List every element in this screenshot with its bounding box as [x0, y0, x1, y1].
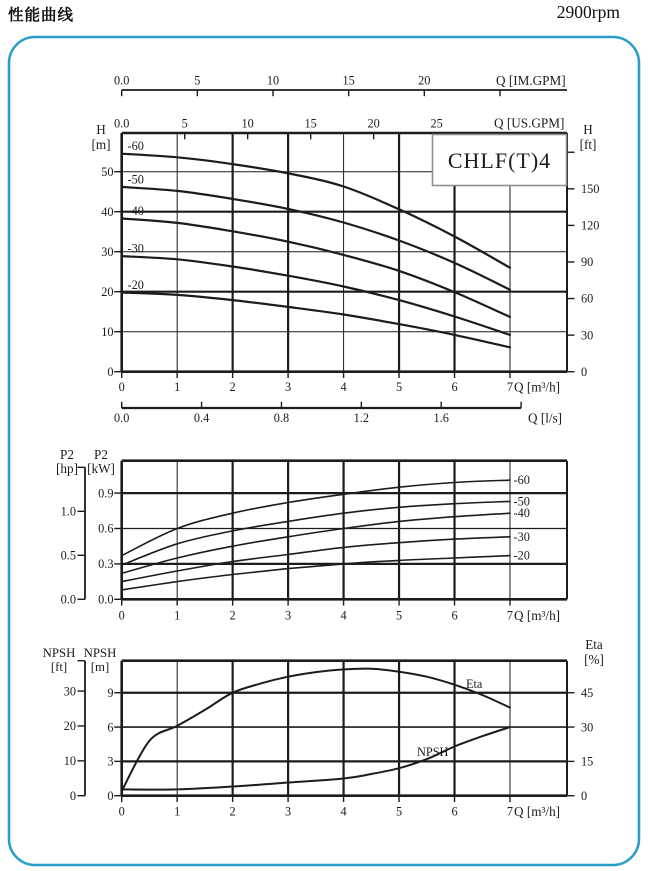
p2-kw-unit: P2 — [94, 447, 108, 462]
h-m-tick-label: 10 — [101, 324, 114, 339]
ls-tick-label: 0.0 — [114, 411, 130, 425]
h-ft-tick-label: 150 — [581, 182, 600, 197]
h-ft-tick-label: 120 — [581, 218, 600, 233]
us-gpm-unit: Q [US.GPM] — [494, 115, 565, 131]
h-curve-20 — [122, 293, 510, 348]
p2-kw-unit: [kW] — [87, 461, 115, 476]
im-gpm-tick-label: 0.0 — [114, 73, 130, 88]
model-name: CHLF(T)4 — [447, 148, 552, 173]
im-gpm-tick-label: 10 — [266, 73, 280, 88]
p2-hp-tick-label: 0.5 — [60, 548, 76, 563]
h-curve-label-50: -50 — [127, 172, 144, 187]
p2-hp-tick-label: 1.0 — [60, 504, 76, 519]
h-ft-tick-label: 90 — [581, 255, 594, 270]
head-x-tick-label: 5 — [395, 380, 403, 394]
p2-kw-tick-label: 0.0 — [98, 592, 114, 607]
npsh-m-tick-label: 6 — [107, 720, 114, 735]
eta-curve-label: Eta — [466, 677, 483, 691]
us-gpm-tick-label: 15 — [304, 116, 317, 131]
eta-curve — [122, 669, 510, 792]
p2-kw-tick-label: 0.9 — [98, 486, 114, 501]
power-x-tick-label: 4 — [340, 608, 347, 623]
p2-kw-tick-label: 0.6 — [98, 521, 114, 536]
head-x-unit: Q [m³/h] — [514, 379, 561, 395]
power-x-tick-label: 6 — [451, 608, 458, 623]
npsh-x-tick-label: 4 — [340, 804, 347, 819]
h-curve-label-60: -60 — [127, 139, 144, 154]
us-gpm-tick-label: 25 — [430, 116, 443, 131]
h-curve-label-30: -30 — [127, 241, 144, 256]
head-x-tick-label: 7 — [506, 380, 514, 394]
power-x-tick-label: 0 — [118, 608, 125, 623]
h-ft-unit: [ft] — [579, 137, 597, 152]
h-m-tick-label: 20 — [101, 284, 114, 299]
power-x-tick-label: 2 — [229, 608, 236, 623]
head-x-tick-label: 6 — [451, 380, 458, 394]
npsh-m-tick-label: 3 — [107, 754, 114, 769]
eta-pct-unit: [%] — [584, 652, 604, 667]
im-gpm-tick-label: 20 — [418, 73, 431, 88]
p2-hp-unit: P2 — [60, 447, 74, 462]
npsh-m-tick-label: 9 — [107, 685, 114, 700]
eta-pct-tick-label: 0 — [581, 788, 588, 803]
npsh-x-tick-label: 1 — [174, 804, 181, 819]
npsh-ft-unit: [ft] — [50, 660, 68, 674]
h-curve-label-40: -40 — [127, 204, 144, 218]
power-x-tick-label: 7 — [506, 608, 514, 623]
power-x-tick-label: 1 — [174, 608, 181, 623]
h-ft-unit: H — [583, 122, 593, 137]
h-ft-tick-label: 30 — [581, 328, 594, 343]
h-m-tick-label: 30 — [101, 244, 114, 259]
p2-curve-label-20: -20 — [513, 548, 530, 563]
im-gpm-unit: Q [IM.GPM] — [496, 73, 566, 88]
eta-pct-unit: Eta — [585, 637, 603, 652]
p2-kw-tick-label: 0.3 — [98, 557, 114, 572]
npsh-curve — [122, 727, 510, 790]
npsh-ft-unit: NPSH — [42, 646, 76, 660]
npsh-ft-tick-label: 10 — [63, 754, 76, 769]
h-curve-40 — [122, 219, 510, 317]
ls-tick-label: 0.4 — [193, 411, 210, 425]
npsh-curve-label: NPSH — [417, 745, 449, 759]
eta-pct-tick-label: 45 — [581, 685, 594, 700]
npsh-x-tick-label: 2 — [229, 804, 236, 819]
head-x-tick-label: 4 — [340, 380, 347, 394]
ls-unit: Q [l/s] — [528, 410, 563, 426]
p2-hp-tick-label: 0.0 — [60, 592, 76, 607]
npsh-ft-tick-label: 0 — [69, 788, 76, 803]
h-curve-50 — [122, 187, 510, 290]
us-gpm-tick-label: 0.0 — [114, 116, 130, 131]
head-x-tick-label: 2 — [229, 380, 236, 394]
npsh-m-tick-label: 0 — [107, 788, 114, 803]
im-gpm-tick-label: 5 — [194, 73, 201, 88]
h-ft-tick-label: 60 — [581, 291, 594, 306]
head-x-tick-label: 1 — [174, 380, 181, 394]
npsh-x-tick-label: 0 — [118, 804, 125, 819]
npsh-m-unit: [m] — [90, 660, 110, 674]
npsh-x-tick-label: 3 — [285, 804, 292, 819]
power-x-tick-label: 5 — [395, 608, 403, 623]
ls-tick-label: 1.2 — [353, 411, 370, 425]
us-gpm-tick-label: 5 — [181, 116, 188, 131]
h-curve-label-20: -20 — [127, 278, 144, 292]
h-m-unit: H — [96, 122, 106, 137]
h-m-tick-label: 0 — [107, 364, 114, 379]
power-x-tick-label: 3 — [285, 608, 292, 623]
im-gpm-tick-label: 15 — [342, 73, 355, 88]
h-m-unit: [m] — [91, 137, 111, 152]
p2-curve-20 — [122, 556, 510, 590]
p2-curve-label-30: -30 — [513, 529, 530, 544]
ls-tick-label: 0.8 — [273, 411, 290, 425]
us-gpm-tick-label: 20 — [367, 116, 380, 131]
h-ft-tick-label: 0 — [581, 364, 588, 379]
power-x-unit: Q [m³/h] — [514, 608, 561, 623]
h-m-tick-label: 40 — [101, 204, 114, 219]
npsh-m-unit: NPSH — [83, 646, 117, 660]
head-x-tick-label: 3 — [285, 380, 292, 394]
eta-pct-tick-label: 15 — [581, 754, 594, 769]
page-title: 性能曲线 — [8, 6, 75, 24]
npsh-ft-tick-label: 30 — [63, 684, 76, 699]
p2-hp-unit: [hp] — [56, 461, 78, 476]
p2-curve-label-60: -60 — [513, 473, 530, 488]
h-m-tick-label: 50 — [101, 164, 114, 179]
eta-pct-tick-label: 30 — [581, 720, 594, 735]
p2-curve-label-50: -50 — [513, 494, 530, 509]
head-x-tick-label: 0 — [118, 380, 125, 394]
p2-curve-label-40: -40 — [513, 506, 530, 521]
npsh-x-tick-label: 5 — [395, 804, 403, 819]
rpm-label: 2900rpm — [556, 2, 620, 22]
npsh-x-unit: Q [m³/h] — [514, 804, 561, 819]
ls-tick-label: 1.6 — [433, 411, 449, 425]
npsh-x-tick-label: 6 — [451, 804, 458, 819]
npsh-ft-tick-label: 20 — [63, 719, 76, 734]
npsh-x-tick-label: 7 — [506, 804, 514, 819]
us-gpm-tick-label: 10 — [241, 116, 254, 131]
